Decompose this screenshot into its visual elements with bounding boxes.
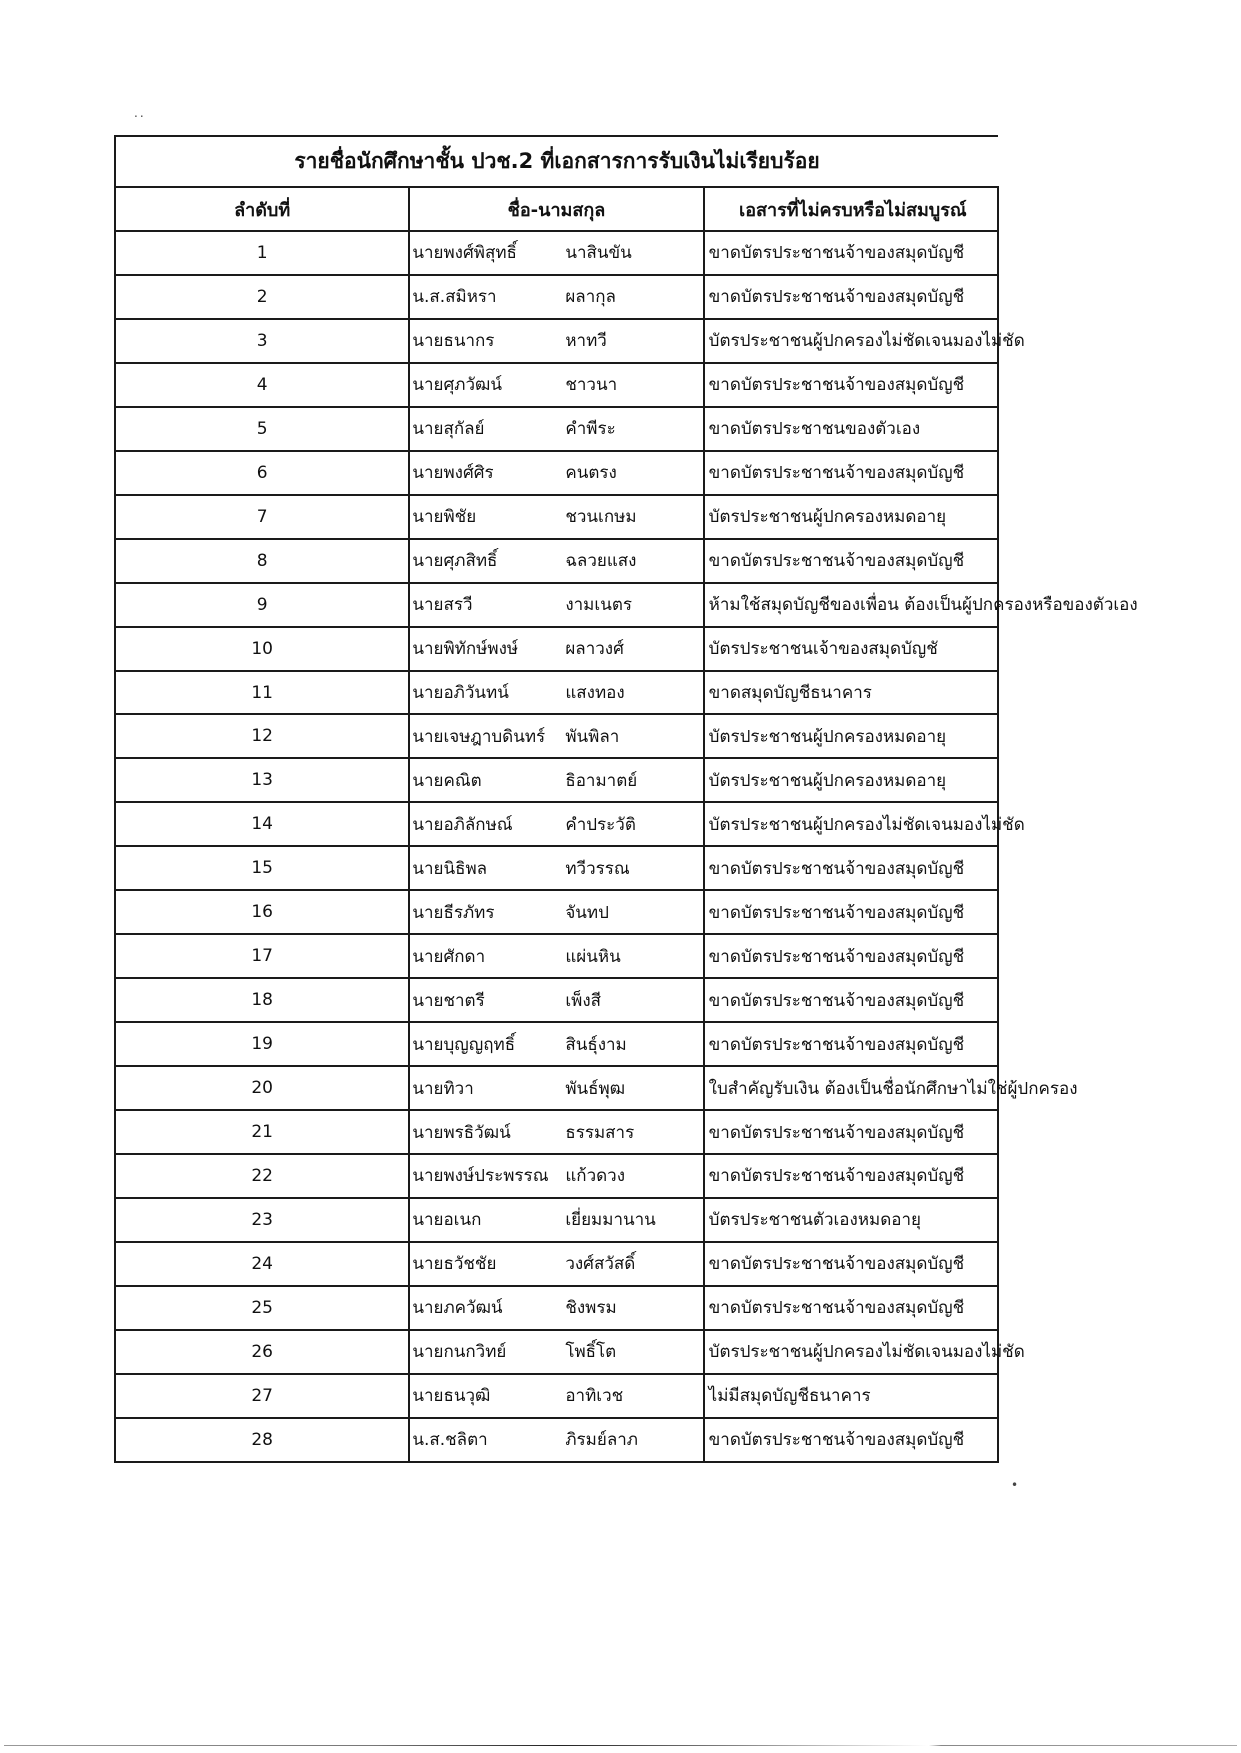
row-number: 21 [115,1110,409,1154]
table-row [115,1022,998,1066]
row-number: 8 [115,539,409,583]
missing-document: บัตรประชาชนผู้ปกครองไม่ชัดเจนมองไม่ชัด [704,802,998,846]
first-name: นายคณิต [412,770,482,791]
missing-document: ขาดสมุดบัญชีธนาคาร [704,671,998,715]
student-name [409,1286,703,1330]
first-name: นายภควัฒน์ [412,1298,503,1319]
row-number: 16 [115,890,409,934]
row-number: 2 [115,275,409,319]
row-number: 5 [115,407,409,451]
table-row [115,1198,998,1242]
first-name: นายบุญญฤทธิ์ [412,1034,516,1055]
student-name [409,451,703,495]
table-row [115,231,998,275]
row-number: 9 [115,583,409,627]
table-row [115,802,998,846]
last-name: นาสินขัน [565,243,632,264]
row-number: 12 [115,714,409,758]
student-name [409,1198,703,1242]
table-title: รายชื่อนักศึกษาชั้น ปวช.2 ที่เอกสารการรับเงินไม่เรียบร้อย [115,136,998,187]
row-number: 20 [115,1066,409,1110]
first-name: นายพงษ์ประพรรณ [412,1166,549,1187]
student-name [409,934,703,978]
table-row [115,363,998,407]
row-number: 13 [115,758,409,802]
missing-document: ขาดบัตรประชาชนจ้าของสมุดบัญชี [704,1154,998,1198]
first-name: นายศุภวัฒน์ [412,375,502,396]
row-number: 6 [115,451,409,495]
student-name [409,1066,703,1110]
last-name: คำพีระ [565,419,616,440]
table-row [115,275,998,319]
row-number: 15 [115,846,409,890]
column-header-name: ชื่อ-นามสกุล [409,187,703,231]
table-row [115,714,998,758]
student-document-table [114,135,1138,1463]
last-name: ทวีวรรณ [565,858,630,879]
student-name [409,1374,703,1418]
column-header-no: ลำดับที่ [115,187,409,231]
missing-document: ขาดบัตรประชาชนจ้าของสมุดบัญชี [704,890,998,934]
student-name [409,1418,703,1462]
table-row [115,1330,998,1374]
table-row [115,1242,998,1286]
row-number: 4 [115,363,409,407]
last-name: สินธุ์งาม [565,1034,627,1055]
missing-document: ขาดบัตรประชาชนจ้าของสมุดบัญชี [704,1242,998,1286]
last-name: แสงทอง [565,683,625,703]
first-name: นายอเนก [412,1210,482,1231]
row-number: 27 [115,1374,409,1418]
row-number: 26 [115,1330,409,1374]
last-name: วงศ์สวัสดิ์ [565,1254,636,1275]
last-name: ชาวนา [565,375,618,396]
first-name: น.ส.สมิหรา [412,287,497,308]
first-name: นายกนกวิทย์ [412,1342,507,1363]
table-row [115,495,998,539]
table-row [115,319,998,363]
scan-speck-top: .. [134,106,146,120]
row-number: 19 [115,1022,409,1066]
last-name: เยี่ยมมานาน [565,1210,656,1231]
first-name: นายพงศ์พิสุทธิ์ [412,243,517,264]
row-number: 22 [115,1154,409,1198]
first-name: นายธนากร [412,331,495,352]
missing-document: บัตรประชาชนเจ้าของสมุดบัญชั [704,627,998,671]
student-name [409,802,703,846]
last-name: เพ็งสี [565,990,602,1011]
table-row [115,934,998,978]
row-number: 25 [115,1286,409,1330]
last-name: ผลาวงศ์ [565,639,624,660]
last-name: คนตรง [565,463,617,484]
first-name: นายศักดา [412,946,486,967]
row-number: 14 [115,802,409,846]
student-name [409,1154,703,1198]
missing-document: ขาดบัตรประชาชนจ้าของสมุดบัญชี [704,1286,998,1330]
row-number: 10 [115,627,409,671]
last-name: หาทวี [565,331,607,352]
table-row [115,1286,998,1330]
student-name [409,758,703,802]
last-name: ผลากุล [565,287,616,308]
row-number: 24 [115,1242,409,1286]
last-name: พันพิลา [565,726,620,747]
last-name: ชวนเกษม [565,507,637,528]
table-row [115,1110,998,1154]
missing-document: ไม่มีสมุดบัญชีธนาคาร [704,1374,998,1418]
first-name: นายพรธิวัฒน์ [412,1122,511,1143]
column-header-docs: เอสารที่ไม่ครบหรือไม่สมบูรณ์ [704,187,998,231]
table-header-row [115,187,998,231]
student-name [409,714,703,758]
table-row [115,1418,998,1462]
row-number: 3 [115,319,409,363]
student-name [409,627,703,671]
last-name: ชิงพรม [565,1298,617,1319]
student-name [409,583,703,627]
last-name: ธิอามาตย์ [565,770,638,791]
first-name: นายพงศ์ศิร [412,463,494,484]
last-name: งามเนตร [565,595,632,616]
first-name: นายชาตรี [412,990,485,1011]
missing-document: บัตรประชาชนผู้ปกครองไม่ชัดเจนมองไม่ชัด [704,1330,998,1374]
first-name: นายทิวา [412,1078,474,1099]
missing-document: ขาดบัตรประชาชนจ้าของสมุดบัญชี [704,231,998,275]
first-name: นายนิธิพล [412,858,488,879]
last-name: แผ่นหิน [565,946,621,967]
last-name: โพธิ์โต [565,1342,617,1363]
missing-document: ขาดบัตรประชาชนจ้าของสมุดบัญชี [704,275,998,319]
student-name [409,890,703,934]
row-number: 7 [115,495,409,539]
first-name: นายเจษฎาบดินทร์ [412,726,546,747]
missing-document: ขาดบัตรประชาชนจ้าของสมุดบัญชี [704,1110,998,1154]
missing-document: ขาดบัตรประชาชนจ้าของสมุดบัญชี [704,539,998,583]
last-name: ภิรมย์ลาภ [565,1430,639,1451]
first-name: นายพิทักษ์พงษ์ [412,639,519,660]
missing-document: บัตรประชาชนผู้ปกครองหมดอายุ [704,495,998,539]
missing-document: บัตรประชาชนผู้ปกครองหมดอายุ [704,758,998,802]
missing-document: ขาดบัตรประชาชนจ้าของสมุดบัญชี [704,934,998,978]
first-name: นายอภิวันทน์ [412,683,509,703]
student-name [409,275,703,319]
student-name [409,363,703,407]
row-number: 17 [115,934,409,978]
missing-document: ขาดบัตรประชาชนจ้าของสมุดบัญชี [704,846,998,890]
missing-document: ขาดบัตรประชาชนจ้าของสมุดบัญชี [704,363,998,407]
missing-document: บัตรประชาชนผู้ปกครองหมดอายุ [704,714,998,758]
missing-document: ขาดบัตรประชาชนจ้าของสมุดบัญชี [704,451,998,495]
last-name: ฉลวยแสง [565,551,637,572]
row-number: 11 [115,671,409,715]
table-row [115,846,998,890]
first-name: นายสรวี [412,595,473,616]
row-number: 23 [115,1198,409,1242]
row-number: 28 [115,1418,409,1462]
first-name: นายศุภสิทธิ์ [412,551,498,572]
student-name [409,319,703,363]
row-number: 1 [115,231,409,275]
table-row [115,890,998,934]
table-row [115,1374,998,1418]
table-row [115,671,998,715]
last-name: คำประวัติ [565,814,636,835]
missing-document: ขาดบัตรประชาชนจ้าของสมุดบัญชี [704,978,998,1022]
missing-document: ขาดบัตรประชาชนจ้าของสมุดบัญชี [704,1022,998,1066]
table-row [115,978,998,1022]
student-name [409,1022,703,1066]
student-name [409,407,703,451]
first-name: นายธนวุฒิ [412,1386,491,1407]
last-name: แก้วดวง [565,1166,626,1187]
first-name: นายพิชัย [412,507,477,528]
first-name: น.ส.ชลิตา [412,1430,488,1451]
table-row [115,1154,998,1198]
table-row [115,758,998,802]
student-name [409,846,703,890]
last-name: จันทป [565,902,609,923]
row-number: 18 [115,978,409,1022]
missing-document: ห้ามใช้สมุดบัญชีของเพื่อน ต้องเป็นผู้ปกครองหรือของตัวเอง [704,583,998,627]
table-row [115,407,998,451]
missing-document: ขาดบัตรประชาชนจ้าของสมุดบัญชี [704,1418,998,1462]
first-name: นายอภิลักษณ์ [412,814,513,835]
student-name [409,1330,703,1374]
table-row [115,627,998,671]
table-row [115,583,998,627]
missing-document: บัตรประชาชนผู้ปกครองไม่ชัดเจนมองไม่ชัด [704,319,998,363]
student-name [409,978,703,1022]
first-name: นายธีรภัทร [412,902,495,923]
scan-edge-line [4,1745,1237,1746]
table-row [115,451,998,495]
student-name [409,539,703,583]
last-name: อาทิเวช [565,1386,624,1407]
missing-document: ใบสำคัญรับเงิน ต้องเป็นชื่อนักศึกษาไม่ใช่ผู้ปกครอง [704,1066,998,1110]
student-name [409,671,703,715]
student-name [409,495,703,539]
last-name: พันธ์พุฒ [565,1078,626,1099]
scan-speck-right: • [1011,1478,1019,1492]
student-name [409,1110,703,1154]
student-name [409,1242,703,1286]
first-name: นายสุกัลย์ [412,419,485,440]
table-row [115,539,998,583]
missing-document: บัตรประชาชนตัวเองหมดอายุ [704,1198,998,1242]
missing-document: ขาดบัตรประชาชนของตัวเอง [704,407,998,451]
last-name: ธรรมสาร [565,1122,635,1143]
table-row [115,1066,998,1110]
student-name [409,231,703,275]
first-name: นายธวัชชัย [412,1254,497,1275]
